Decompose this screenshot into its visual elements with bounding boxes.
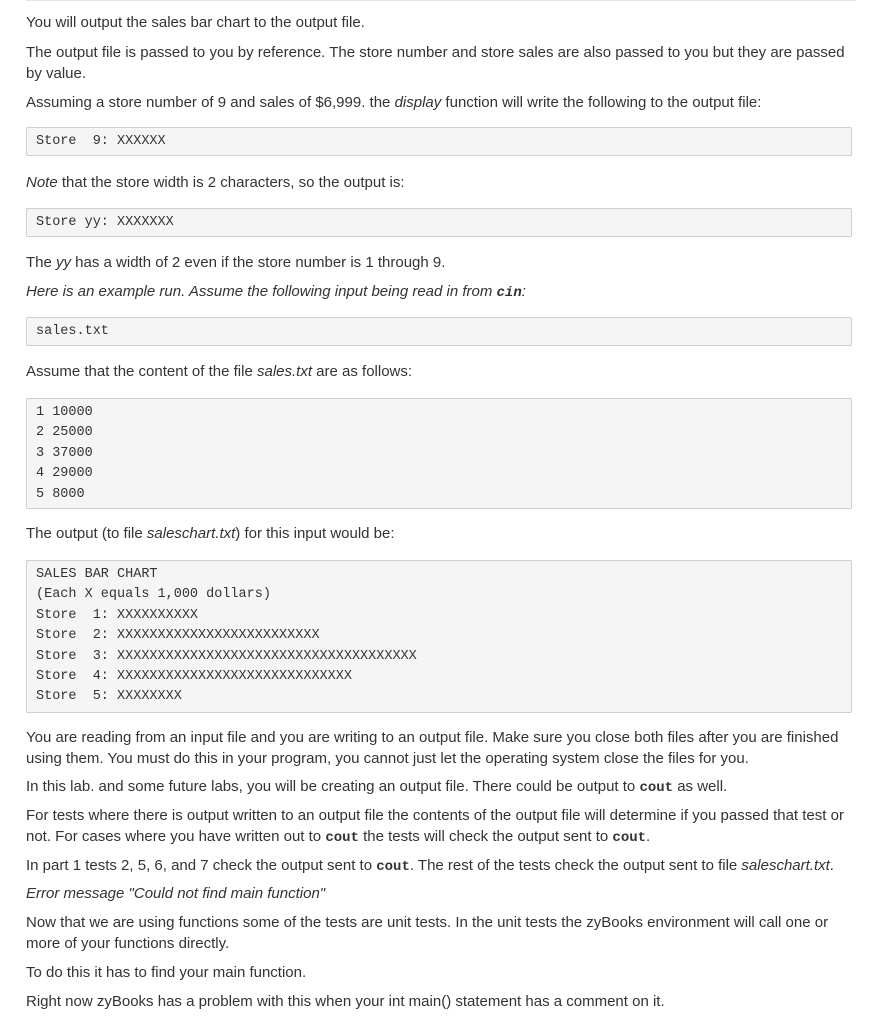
- code-line: Store 4: XXXXXXXXXXXXXXXXXXXXXXXXXXXXX: [36, 669, 352, 685]
- code-example-store9: [26, 127, 852, 156]
- code-line: Store 2: XXXXXXXXXXXXXXXXXXXXXXXXX: [36, 628, 320, 644]
- intro-paragraph-2: The output file is passed to you by reference. The store number and store sales are also passed to you but they are passed by value.: [26, 44, 845, 82]
- code-line: Store yy: XXXXXXX: [36, 215, 174, 230]
- closing-paragraph-2: In this lab. and some future labs, you will be creating an output file. There could be output to cout as well.: [26, 778, 728, 796]
- code-input-filename: [26, 317, 852, 346]
- code-sales-bar-chart-output: [26, 560, 852, 713]
- closing-paragraph-1: You are reading from an input file and you are writing to an output file. Make sure you close both files after you are finished using them. You must do this in your program, you cannot just let the operating system close the files for you.: [26, 729, 839, 767]
- code-line: (Each X equals 1,000 dollars): [36, 587, 271, 603]
- code-line: 5 8000: [36, 486, 85, 502]
- code-line: SALES BAR CHART: [36, 567, 158, 582]
- assume-paragraph: Assume that the content of the file sales.txt are as follows:: [26, 363, 413, 380]
- closing-paragraph-8: Right now zyBooks has a problem with this when your int main() statement has a comment on it.: [26, 993, 665, 1010]
- closing-paragraph-3: For tests where there is output written to an output file the contents of the output file will determine if you passed that test or not. For cases where you have written out to cout the tests will check the output sent to cout.: [26, 807, 844, 846]
- intro-paragraph-1: You will output the sales bar chart to the output file.: [26, 14, 365, 31]
- code-line: 4 29000: [36, 466, 93, 482]
- example-run-paragraph: Here is an example run. Assume the following input being read in from cin:: [26, 283, 526, 301]
- intro-paragraph-3: Assuming a store number of 9 and sales of $6,999. the display function will write the following to the output file:: [26, 94, 762, 111]
- code-sales-file-contents: [26, 398, 852, 509]
- output-intro-paragraph: The output (to file saleschart.txt) for this input would be:: [26, 525, 395, 542]
- closing-paragraph-6: Now that we are using functions some of the tests are unit tests. In the unit tests the zyBooks environment will call one or more of your functions directly.: [26, 914, 829, 952]
- code-line: Store 9: XXXXXX: [36, 134, 166, 149]
- code-line: 3 37000: [36, 445, 93, 461]
- code-line: Store 5: XXXXXXXX: [36, 689, 182, 705]
- code-line: Store 1: XXXXXXXXXX: [36, 607, 199, 623]
- error-message-heading: Error message "Could not find main function": [26, 885, 326, 902]
- code-example-storeyy: [26, 208, 852, 237]
- code-line: Store 3: XXXXXXXXXXXXXXXXXXXXXXXXXXXXXXXXXXXXX: [36, 648, 417, 664]
- top-divider: [26, 0, 856, 1]
- code-line: 2 25000: [36, 425, 93, 441]
- closing-paragraph-7: To do this it has to find your main function.: [26, 964, 307, 981]
- code-line: sales.txt: [36, 324, 109, 339]
- note-paragraph: Note that the store width is 2 characters, so the output is:: [26, 174, 405, 191]
- closing-paragraph-4: In part 1 tests 2, 5, 6, and 7 check the output sent to cout. The rest of the tests check the output sent to file saleschart.txt.: [26, 857, 834, 875]
- yy-paragraph: The yy has a width of 2 even if the store number is 1 through 9.: [26, 254, 446, 271]
- code-line: 1 10000: [36, 405, 93, 420]
